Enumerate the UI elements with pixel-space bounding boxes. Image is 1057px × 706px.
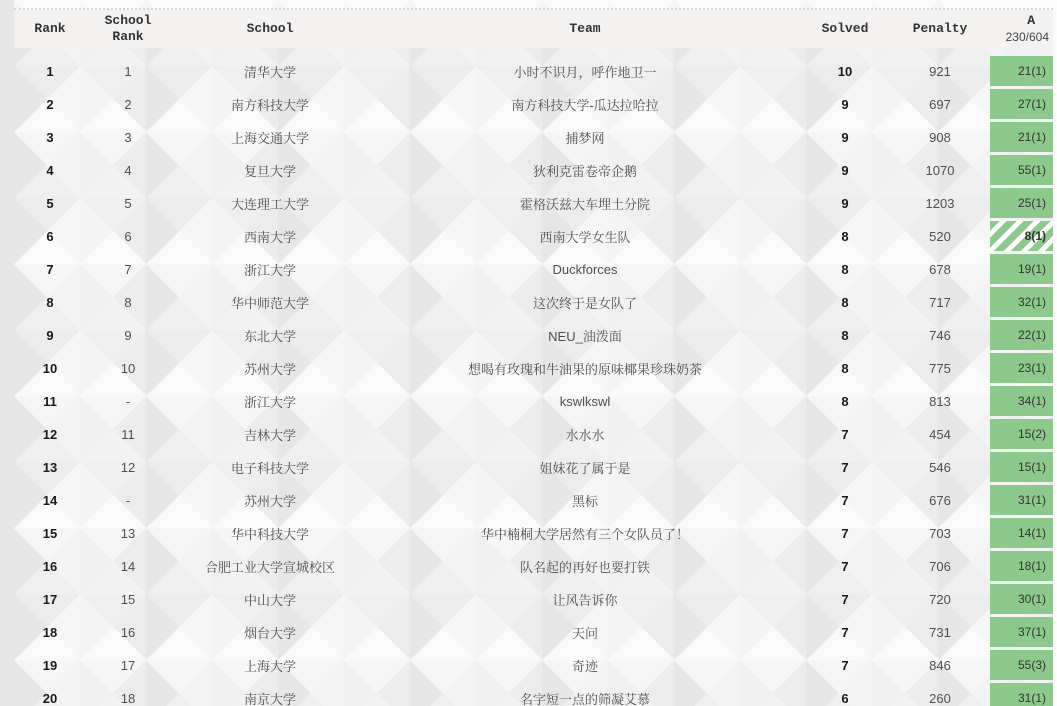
rank-cell: 3 — [46, 129, 54, 145]
team-row[interactable] — [14, 617, 1053, 647]
rank-cell: 11 — [43, 393, 57, 409]
team-name-cell: 捕梦网 — [565, 130, 605, 146]
school-rank-cell: 15 — [120, 591, 136, 607]
team-name-cell: kswlkswl — [559, 393, 611, 409]
school-cell: 浙江大学 — [243, 262, 296, 278]
table-header-row — [14, 10, 1053, 48]
problem-a-cell — [990, 386, 1053, 416]
problem-a-cell — [990, 254, 1053, 284]
problem-a-cell — [990, 683, 1053, 706]
problem-a-result: 55(1) — [1017, 163, 1046, 177]
school-rank-cell: 9 — [124, 327, 132, 343]
team-row[interactable] — [14, 485, 1053, 515]
solved-cell: 7 — [841, 657, 849, 673]
penalty-cell: 921 — [929, 63, 951, 79]
rank-cell: 14 — [42, 492, 58, 508]
team-name-cell: 想喝有玫瑰和牛油果的原味椰果珍珠奶茶 — [467, 361, 702, 377]
solved-cell: 7 — [841, 591, 849, 607]
scoreboard-table — [14, 0, 1053, 706]
solved-cell: 7 — [841, 558, 849, 574]
column-header-problem-a — [990, 13, 1053, 45]
penalty-cell: 697 — [929, 96, 951, 112]
penalty-cell: 546 — [929, 459, 951, 475]
problem-a-result: 15(2) — [1017, 427, 1046, 441]
problem-a-cell — [990, 584, 1053, 614]
solved-cell: 9 — [841, 129, 849, 145]
school-cell: 烟台大学 — [243, 625, 296, 641]
table-body — [14, 56, 1053, 706]
solved-cell: 9 — [841, 96, 849, 112]
team-row[interactable] — [14, 254, 1053, 284]
team-row[interactable] — [14, 419, 1053, 449]
school-rank-cell: 13 — [120, 525, 136, 541]
problem-a-cell — [990, 122, 1053, 152]
problem-a-result: 8(1) — [1024, 229, 1046, 243]
rank-cell: 8 — [46, 294, 54, 310]
team-name-cell: Duckforces — [552, 261, 618, 277]
school-cell: 电子科技大学 — [230, 460, 309, 476]
school-rank-cell: 3 — [124, 129, 132, 145]
penalty-cell: 706 — [929, 558, 951, 574]
rank-cell: 1 — [46, 63, 54, 79]
team-row[interactable] — [14, 452, 1053, 482]
penalty-cell: 731 — [929, 624, 951, 640]
school-cell: 苏州大学 — [243, 493, 296, 509]
school-cell: 复旦大学 — [243, 163, 296, 179]
school-rank-cell: 4 — [124, 162, 132, 178]
solved-cell: 8 — [841, 360, 849, 376]
problem-a-cell — [990, 452, 1053, 482]
problem-a-result: 34(1) — [1017, 394, 1046, 408]
school-rank-cell: 14 — [120, 558, 136, 574]
team-name-cell: 西南大学女生队 — [539, 229, 631, 245]
problem-a-result: 22(1) — [1017, 328, 1046, 342]
team-row[interactable] — [14, 188, 1053, 218]
penalty-cell: 908 — [929, 129, 951, 145]
school-rank-cell: 18 — [120, 690, 136, 706]
team-name-cell: NEU_油泼面 — [548, 328, 622, 344]
school-rank-cell: 12 — [120, 459, 136, 475]
solved-cell: 7 — [841, 525, 849, 541]
team-row[interactable] — [14, 56, 1053, 86]
column-header-rank: Rank — [34, 20, 66, 36]
problem-a-cell — [990, 650, 1053, 680]
rank-cell: 16 — [42, 558, 58, 574]
problem-a-cell — [990, 419, 1053, 449]
solved-cell: 8 — [841, 228, 849, 244]
school-cell: 苏州大学 — [243, 361, 296, 377]
team-row[interactable] — [14, 551, 1053, 581]
penalty-cell: 813 — [929, 393, 951, 409]
problem-a-result: 32(1) — [1017, 295, 1046, 309]
school-rank-cell: 2 — [124, 96, 132, 112]
problem-a-result: 19(1) — [1017, 262, 1046, 276]
problem-a-result: 14(1) — [1017, 526, 1046, 540]
school-cell: 中山大学 — [243, 592, 296, 608]
school-cell: 合肥工业大学宣城校区 — [204, 559, 335, 575]
rank-cell: 5 — [46, 195, 54, 211]
team-row[interactable] — [14, 386, 1053, 416]
solved-cell: 7 — [841, 492, 849, 508]
school-rank-cell: 17 — [120, 657, 136, 673]
table-top-dotted-border — [14, 0, 1053, 10]
school-rank-cell: 8 — [124, 294, 132, 310]
rank-cell: 2 — [46, 96, 54, 112]
rank-cell: 20 — [42, 690, 58, 706]
team-row[interactable] — [14, 89, 1053, 119]
rank-cell: 13 — [42, 459, 58, 475]
school-cell: 吉林大学 — [243, 427, 296, 443]
problem-a-cell — [990, 89, 1053, 119]
problem-a-cell — [990, 287, 1053, 317]
solved-cell: 10 — [837, 63, 853, 79]
problem-a-cell — [990, 353, 1053, 383]
team-row[interactable] — [14, 353, 1053, 383]
problem-a-cell — [990, 320, 1053, 350]
penalty-cell: 678 — [929, 261, 951, 277]
solved-cell: 8 — [841, 261, 849, 277]
problem-a-cell — [990, 56, 1053, 86]
team-name-cell: 姐妹花了属于是 — [539, 460, 631, 476]
team-row[interactable] — [14, 518, 1053, 548]
solved-cell: 9 — [841, 162, 849, 178]
problem-a-result: 21(1) — [1017, 64, 1046, 78]
rank-cell: 9 — [46, 327, 54, 343]
school-rank-cell: - — [125, 393, 131, 409]
problem-a-result: 15(1) — [1017, 460, 1046, 474]
problem-a-stats: 230/604 — [1005, 30, 1049, 45]
team-row[interactable] — [14, 155, 1053, 185]
problem-a-result: 30(1) — [1017, 592, 1046, 606]
team-row[interactable] — [14, 320, 1053, 350]
team-name-cell: 这次终于是女队了 — [532, 295, 637, 311]
penalty-cell: 703 — [929, 525, 951, 541]
rank-cell: 10 — [42, 360, 58, 376]
column-header-penalty: Penalty — [912, 20, 968, 36]
team-name-cell: 小时不识月，呼作地卫一 — [513, 64, 657, 80]
team-name-cell: 狄利克雷卷帝企鹅 — [532, 163, 637, 179]
school-rank-cell: 1 — [124, 63, 132, 79]
team-name-cell: 华中楠桐大学居然有三个女队员了！ — [480, 526, 689, 542]
problem-a-cell — [990, 485, 1053, 515]
solved-cell: 7 — [841, 459, 849, 475]
column-header-school-rank: School Rank — [104, 12, 152, 44]
team-name-cell: 黑标 — [571, 493, 598, 509]
column-header-team: Team — [569, 20, 601, 36]
team-name-cell: 天问 — [571, 625, 598, 641]
problem-a-cell — [990, 617, 1053, 647]
problem-a-result: 25(1) — [1017, 196, 1046, 210]
school-cell: 上海大学 — [243, 658, 296, 674]
school-cell: 华中师范大学 — [230, 295, 309, 311]
rank-cell: 15 — [42, 525, 58, 541]
problem-a-result: 31(1) — [1017, 493, 1046, 507]
problem-a-result: 55(3) — [1017, 658, 1046, 672]
solved-cell: 8 — [841, 393, 849, 409]
rank-cell: 18 — [42, 624, 58, 640]
penalty-cell: 775 — [929, 360, 951, 376]
solved-cell: 8 — [841, 294, 849, 310]
problem-a-cell — [990, 221, 1053, 251]
school-rank-cell: 10 — [120, 360, 136, 376]
school-rank-cell: 6 — [124, 228, 132, 244]
penalty-cell: 676 — [929, 492, 951, 508]
penalty-cell: 454 — [929, 426, 951, 442]
column-header-school: School — [246, 20, 294, 36]
problem-a-result: 18(1) — [1017, 559, 1046, 573]
school-cell: 浙江大学 — [243, 394, 296, 410]
team-row[interactable] — [14, 683, 1053, 706]
solved-cell: 6 — [841, 690, 849, 706]
penalty-cell: 1203 — [925, 195, 955, 211]
team-row[interactable] — [14, 221, 1053, 251]
team-name-cell: 水水水 — [565, 427, 605, 443]
problem-a-cell — [990, 518, 1053, 548]
column-header-solved: Solved — [821, 20, 869, 36]
school-cell: 东北大学 — [243, 328, 296, 344]
school-rank-cell: 7 — [124, 261, 132, 277]
school-rank-cell: 11 — [121, 426, 135, 442]
problem-a-result: 23(1) — [1017, 361, 1046, 375]
problem-a-result: 21(1) — [1017, 130, 1046, 144]
team-row[interactable] — [14, 650, 1053, 680]
rank-cell: 7 — [46, 261, 54, 277]
problem-a-result: 31(1) — [1017, 691, 1046, 705]
penalty-cell: 1070 — [925, 162, 955, 178]
penalty-cell: 520 — [929, 228, 951, 244]
problem-a-cell — [990, 551, 1053, 581]
problem-a-cell — [990, 155, 1053, 185]
team-name-cell: 奇迹 — [571, 658, 598, 674]
team-name-cell: 霍格沃兹大车埋土分院 — [519, 196, 650, 212]
school-rank-cell: 16 — [120, 624, 136, 640]
team-name-cell: 让风告诉你 — [552, 592, 618, 608]
solved-cell: 8 — [841, 327, 849, 343]
school-cell: 南方科技大学 — [230, 97, 309, 113]
team-name-cell: 名字短一点的筛凝艾慕 — [519, 691, 650, 706]
school-cell: 南京大学 — [243, 691, 296, 706]
school-cell: 西南大学 — [243, 229, 296, 245]
school-cell: 华中科技大学 — [230, 526, 309, 542]
rank-cell: 6 — [46, 228, 54, 244]
school-rank-cell: 5 — [124, 195, 132, 211]
school-rank-cell: - — [125, 492, 131, 508]
team-row[interactable] — [14, 287, 1053, 317]
problem-a-result: 37(1) — [1017, 625, 1046, 639]
school-cell: 大连理工大学 — [230, 196, 309, 212]
solved-cell: 7 — [841, 624, 849, 640]
penalty-cell: 846 — [929, 657, 951, 673]
rank-cell: 19 — [42, 657, 58, 673]
solved-cell: 9 — [841, 195, 849, 211]
problem-a-result: 27(1) — [1017, 97, 1046, 111]
team-name-cell: 队名起的再好也要打铁 — [519, 559, 650, 575]
rank-cell: 12 — [42, 426, 58, 442]
penalty-cell: 746 — [929, 327, 951, 343]
penalty-cell: 260 — [929, 690, 951, 706]
team-name-cell: 南方科技大学-瓜达拉哈拉 — [511, 97, 659, 113]
team-row[interactable] — [14, 584, 1053, 614]
school-cell: 清华大学 — [243, 64, 296, 80]
penalty-cell: 720 — [929, 591, 951, 607]
penalty-cell: 717 — [929, 294, 951, 310]
problem-a-cell — [990, 188, 1053, 218]
right-gutter — [1053, 0, 1057, 706]
rank-cell: 17 — [42, 591, 58, 607]
rank-cell: 4 — [46, 162, 54, 178]
problem-a-label: A — [1027, 12, 1035, 28]
team-row[interactable] — [14, 122, 1053, 152]
solved-cell: 7 — [841, 426, 849, 442]
school-cell: 上海交通大学 — [230, 130, 309, 146]
